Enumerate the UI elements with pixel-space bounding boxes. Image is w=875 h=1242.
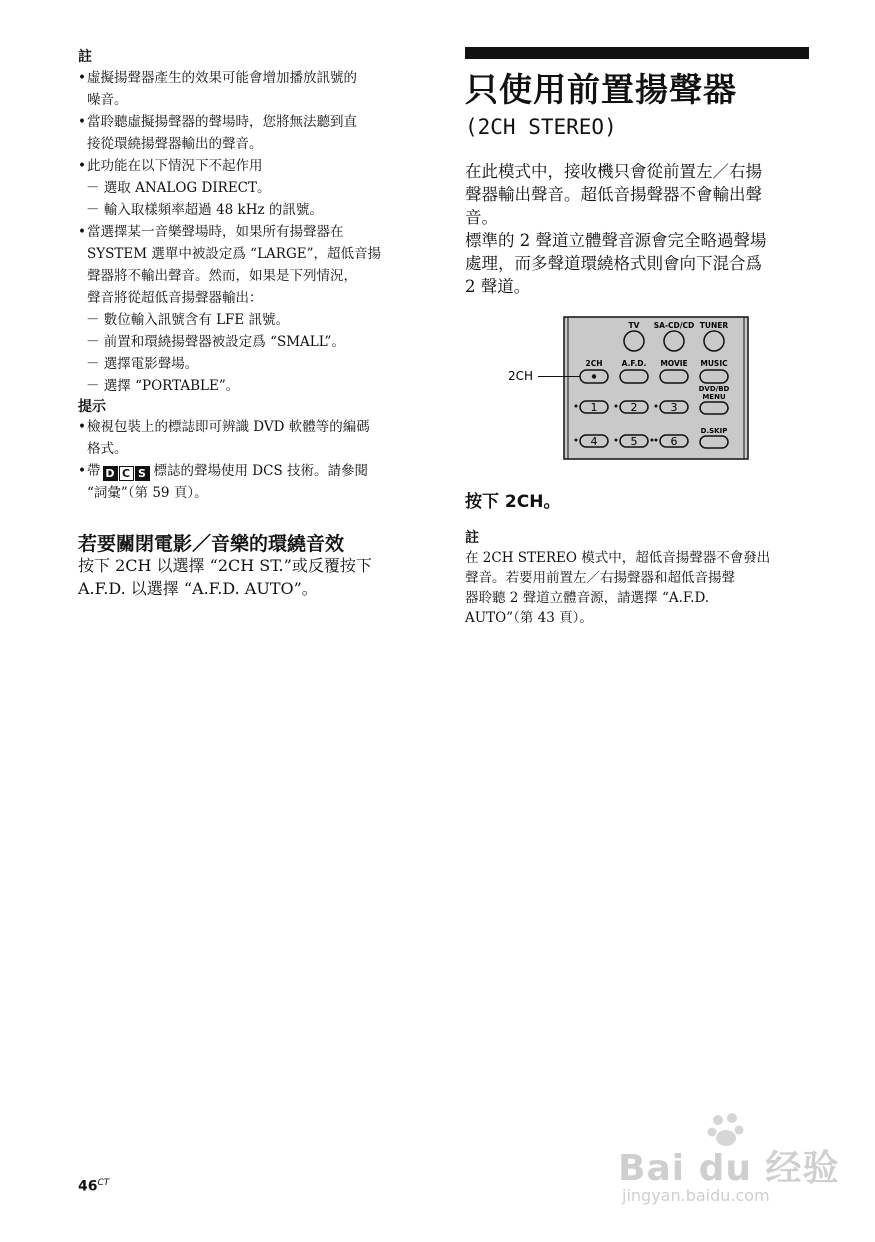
section-body (78, 554, 372, 600)
tip-text: 標誌的聲場使用 DCS 技術。請參閱 (153, 463, 368, 479)
dcs-logo (103, 466, 150, 481)
page-title: 只使用前置揚聲器 (465, 70, 737, 109)
tip-item (78, 460, 428, 482)
title-bar (465, 47, 809, 59)
note-item: • 虛擬揚聲器產生的效果可能會增加播放訊號的 (78, 67, 428, 89)
note-list (78, 67, 428, 397)
digit-dot (655, 405, 658, 408)
note-item: • 此功能在以下情況下不起作用 (78, 155, 428, 177)
digit-2-label: 2 (630, 401, 638, 414)
intro-line: 2 聲道。 (465, 277, 531, 296)
digit-dot (651, 439, 654, 442)
digit-dot (615, 405, 618, 408)
page-number-value: 46 (78, 1178, 98, 1195)
sacd-label: SA-CD/CD (653, 321, 695, 330)
digit-dot (655, 439, 658, 442)
tuner-label: TUNER (699, 321, 729, 330)
note-item-line: 接從環繞揚聲器輸出的聲音。 (87, 136, 263, 152)
dvd-menu-label: DVD/BD (698, 385, 730, 393)
section-body-line: 按下 2CH 以選擇 “2CH ST.”或反覆按下 (78, 556, 372, 575)
movie-button[interactable] (660, 370, 688, 383)
digit-6-label: 6 (670, 435, 678, 448)
note-item-line: － 選取 ANALOG DIRECT。 (86, 180, 271, 196)
tip-text-cont: “詞彙”（第 59 頁）。 (87, 485, 208, 501)
note-line: 器聆聽 2 聲道立體音源，請選擇 “A.F.D. (465, 590, 710, 606)
movie-label: MOVIE (660, 359, 688, 368)
baidu-watermark (618, 1108, 840, 1208)
page-subtitle: (2CH STEREO) (465, 115, 617, 139)
intro-line: 在此模式中，接收機只會從前置左／右揚 (465, 162, 762, 181)
note-heading: 註 (78, 49, 92, 65)
digit-dot (615, 439, 618, 442)
dcs-logo-d: D (103, 466, 118, 481)
page-number (78, 1178, 109, 1195)
tv-label: TV (628, 321, 640, 330)
note-line: 在 2CH STEREO 模式中，超低音揚聲器不會發出 (465, 550, 771, 566)
dvd-menu-label: MENU (702, 393, 726, 401)
note-item-line: 噪音。 (87, 92, 128, 108)
intro-line: 音。 (465, 208, 498, 227)
dvd-menu-button[interactable] (700, 402, 728, 414)
digit-dot (575, 405, 578, 408)
dskip-button[interactable] (700, 436, 728, 448)
note-item: • 當聆聽虛擬揚聲器的聲場時，您將無法聽到直 (78, 111, 428, 133)
tip-item (78, 416, 428, 438)
note-body (465, 548, 770, 628)
note-item: • 當選擇某一音樂聲場時，如果所有揚聲器在 (78, 221, 428, 243)
note-item-line: SYSTEM 選單中被設定爲 “LARGE”，超低音揚 (87, 246, 381, 262)
sacd-button[interactable] (664, 331, 684, 351)
music-label: MUSIC (700, 359, 728, 368)
digit-1-label: 1 (590, 401, 598, 414)
tip-text: 帶 (87, 463, 101, 479)
music-button[interactable] (700, 370, 728, 383)
note-heading: 註 (465, 530, 479, 546)
remote-illustration (500, 316, 750, 460)
2ch-button-indicator (592, 374, 596, 378)
tip-list (78, 416, 428, 504)
watermark-brand: Bai du 经验 (618, 1148, 840, 1189)
section-body-line: A.F.D. 以選擇 “A.F.D. AUTO”。 (78, 579, 318, 598)
dcs-logo-c: C (119, 466, 134, 481)
note-item-line: － 選擇 “PORTABLE”。 (86, 378, 240, 394)
note-item-line: 聲音將從超低音揚聲器輸出： (87, 290, 263, 306)
2ch-label: 2CH (585, 359, 603, 368)
note-line: AUTO”（第 43 頁）。 (465, 610, 593, 626)
intro-line: 標準的 2 聲道立體聲音源會完全略過聲場 (465, 231, 767, 250)
page-number-suffix: CT (97, 1178, 110, 1188)
note-item-line: － 數位輸入訊號含有 LFE 訊號。 (86, 312, 290, 328)
dcs-logo-s: S (135, 466, 150, 481)
intro-line: 處理，而多聲道環繞格式則會向下混合爲 (465, 254, 762, 273)
dskip-label: D.SKIP (700, 427, 728, 435)
note-item-line: － 輸入取樣頻率超過 48 kHz 的訊號。 (86, 202, 323, 218)
note-item-line: － 選擇電影聲場。 (86, 356, 199, 372)
tuner-button[interactable] (704, 331, 724, 351)
note-line: 聲音。若要用前置左／右揚聲器和超低音揚聲 (465, 570, 735, 586)
tip-text-cont: 格式。 (87, 441, 128, 457)
digit-dot (575, 439, 578, 442)
digit-4-label: 4 (590, 435, 598, 448)
callout-label: 2CH (508, 369, 534, 383)
watermark-url: jingyan.baidu.com (622, 1186, 770, 1205)
digit-3-label: 3 (670, 401, 678, 414)
digit-5-label: 5 (630, 435, 638, 448)
step-instruction: 按下 2CH。 (465, 492, 561, 512)
intro-text (465, 160, 767, 298)
tv-button[interactable] (624, 331, 644, 351)
note-item-line: 聲器將不輸出聲音。然而，如果是下列情況， (87, 268, 357, 284)
tip-text: 檢視包裝上的標誌即可辨識 DVD 軟體等的編碼 (87, 419, 370, 435)
tip-heading: 提示 (78, 399, 106, 415)
afd-label: A.F.D. (621, 359, 647, 368)
intro-line: 聲器輸出聲音。超低音揚聲器不會輸出聲 (465, 185, 762, 204)
afd-button[interactable] (620, 370, 648, 383)
section-heading: 若要關閉電影／音樂的環繞音效 (78, 533, 345, 555)
note-item-line: － 前置和環繞揚聲器被設定爲 “SMALL”。 (86, 334, 345, 350)
